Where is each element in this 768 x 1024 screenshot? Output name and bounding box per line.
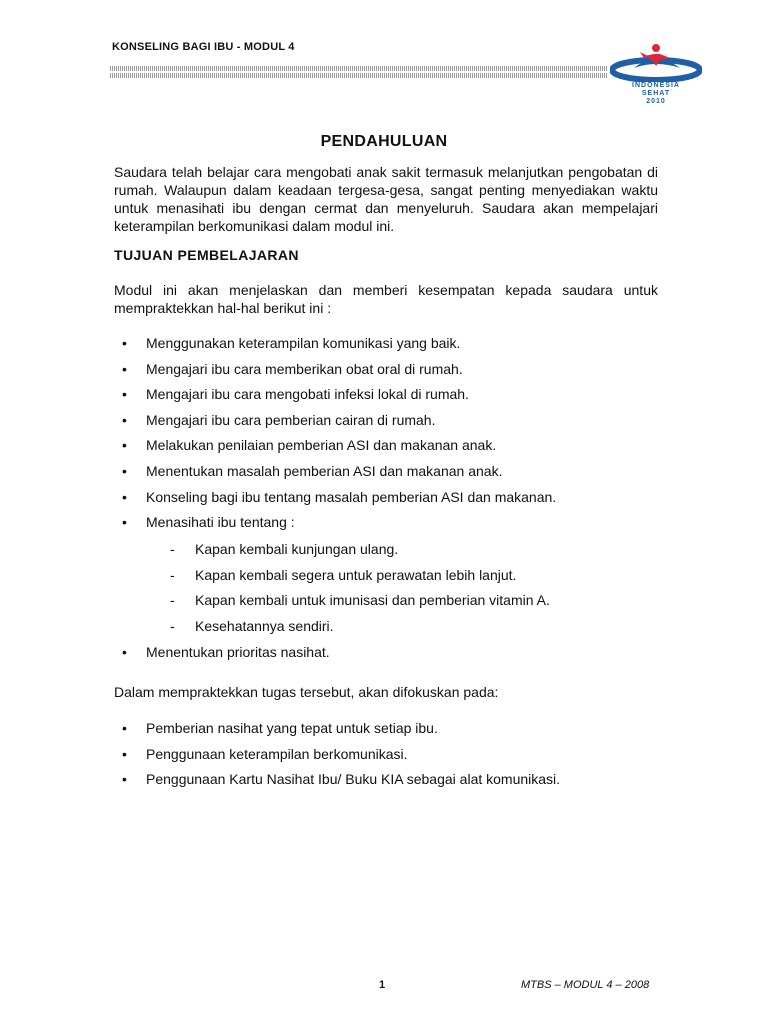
sub-list-item: [114, 540, 674, 566]
objectives-intro: Modul ini akan menjelaskan dan memberi kesempatan kepada saudara untuk mempraktekkan hal-hal berikut ini :: [114, 282, 658, 316]
list-item-text: Mengajari ibu cara pemberian cairan di rumah.: [146, 411, 436, 428]
list-item-text: Penggunaan Kartu Nasihat Ibu/ Buku KIA sebagai alat komunikasi.: [146, 771, 561, 788]
bullet: •: [122, 514, 127, 531]
list-item: [114, 385, 674, 411]
dash: -: [170, 617, 175, 634]
list-item: [114, 462, 674, 488]
indonesia-sehat-logo: [610, 40, 702, 112]
header-title: KONSELING BAGI IBU - MODUL 4: [112, 41, 295, 53]
bullet: •: [122, 644, 127, 660]
list-item: [114, 643, 674, 669]
objectives-list-end: [114, 643, 674, 669]
list-item-text: Menggunakan keterampilan komunikasi yang baik.: [146, 335, 461, 351]
list-item-text: Mengajari ibu cara memberikan obat oral di rumah.: [146, 360, 463, 377]
bullet: •: [122, 745, 127, 762]
list-item-text: Mengajari ibu cara mengobati infeksi lokal di rumah.: [146, 386, 469, 403]
list-item: [114, 488, 674, 514]
list-item-text: Konseling bagi ibu tentang masalah pemberian ASI dan makanan.: [146, 488, 557, 505]
dash: -: [170, 592, 175, 609]
bullet: •: [122, 462, 127, 479]
bullet: •: [122, 720, 127, 736]
logo-text-line3: 2010: [646, 98, 666, 105]
bullet: •: [122, 335, 127, 351]
list-item: [114, 719, 674, 745]
logo-text-line2: SEHAT: [641, 90, 671, 97]
section-heading: TUJUAN PEMBELAJARAN: [114, 247, 299, 263]
bullet: •: [122, 488, 127, 505]
list-item-text: Menasihati ibu tentang :: [146, 514, 295, 531]
list-item-text: Melakukan penilaian pemberian ASI dan makanan anak.: [146, 437, 497, 454]
page-title: PENDAHULUAN: [320, 133, 448, 150]
list-item-text: Pemberian nasihat yang tepat untuk setiap ibu.: [146, 720, 438, 736]
logo-text-line1: INDONESIA: [632, 82, 680, 89]
list-item: [114, 770, 674, 796]
bullet: •: [122, 771, 127, 788]
list-item: [114, 360, 674, 386]
intro-paragraph: Saudara telah belajar cara mengobati anak sakit termasuk melanjutkan pengobatan di rumah. Walaupun dalam keadaan tergesa-gesa, sangat penting menyediakan waktu untuk menasihati ibu dengan cermat dan menyeluruh. Saudara akan mempelajari keterampilan berkomunikasi dalam modul ini.: [114, 164, 658, 234]
page-number: 1: [379, 979, 386, 991]
header-rule: [110, 66, 608, 78]
logo-emblem-icon: [610, 40, 702, 82]
dash: -: [170, 541, 175, 557]
list-item: [114, 436, 674, 462]
bullet: •: [122, 386, 127, 403]
list-item: [114, 745, 674, 771]
sub-list-item-text: Kesehatannya sendiri.: [195, 617, 334, 634]
bullet: •: [122, 437, 127, 454]
sub-list-item: [114, 566, 674, 592]
bullet: •: [122, 360, 127, 377]
list-item: [114, 334, 674, 360]
sub-list-item-text: Kapan kembali kunjungan ulang.: [195, 541, 399, 557]
sub-list-item: [114, 591, 674, 617]
list-item-text: Menentukan masalah pemberian ASI dan makanan anak.: [146, 462, 503, 479]
footer-doc-reference: MTBS – MODUL 4 – 2008: [521, 979, 650, 991]
list-item: [114, 513, 674, 539]
objectives-list: [114, 334, 674, 539]
list-item-text: Menentukan prioritas nasihat.: [146, 644, 330, 660]
sub-list-item: [114, 617, 674, 643]
list-item-text: Penggunaan keterampilan berkomunikasi.: [146, 745, 408, 762]
focus-list: [114, 719, 674, 796]
sub-list-item-text: Kapan kembali untuk imunisasi dan pemberian vitamin A.: [195, 592, 550, 609]
list-item: [114, 411, 674, 437]
sub-list-item-text: Kapan kembali segera untuk perawatan lebih lanjut.: [195, 566, 517, 583]
focus-intro: Dalam mempraktekkan tugas tersebut, akan difokuskan pada:: [114, 684, 499, 700]
dash: -: [170, 566, 175, 583]
sub-objectives-list: [114, 540, 674, 642]
bullet: •: [122, 411, 127, 428]
